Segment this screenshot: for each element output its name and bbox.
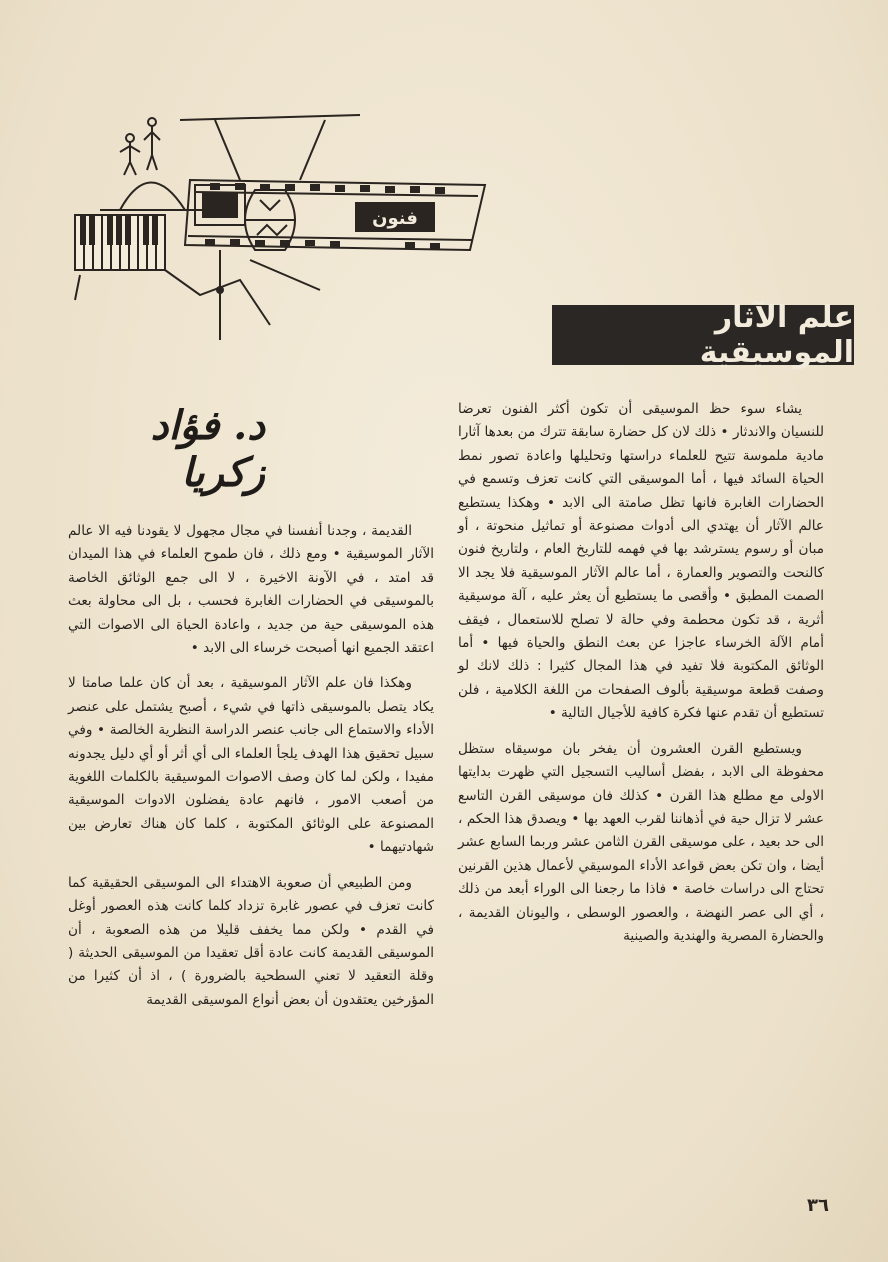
paragraph: يشاء سوء حظ الموسيقى أن تكون أكثر الفنون تعرضا للنسيان والاندثار • ذلك لان كل حضارة سابقة تترك من بعدها آثارا مادية ملموسة تتيح للعلماء دراستها وتحليلها واعادة تصور نمط الحياة السائد فيها ، أما الموسيقى التي كانت تعزف وتسمع في الحضارات الغابرة فانها تظل صامتة الى الابد • وهكذا يستطيع عالم الآثار أن يهتدي الى أدوات مصنوعة أو تماثيل منحوتة ، أو مبان أو رسوم يسترشد بها في فهمه للتاريخ العام ، ولتاريخ فنون كالنحت والتصوير والعمارة ، أما عالم الآثار الموسيقية فلا يجد الا الصمت المطبق • وأقصى ما يستطيع أن يعثر عليه ، آلة موسيقية أثرية ، قد تكون محطمة وفي حالة لا تصلح للاستعمال ، فيقف أمام الآلة الخرساء عاجزا عن بعث النطق والحياة فيها • أما الوثائق المكتوبة فلا تفيد في هذا المجال كثيرا : ذلك لانك لو وصفت قطعة موسيقية بألوف الصفحات من اللغة الكلامية ، فلن تستطيع أن تقدم عنها فكرة كافية للأجيال التالية •	[458, 401, 824, 722]
author-name: د. فؤاد زكريا	[150, 402, 265, 496]
music-arts-illustration	[60, 100, 495, 340]
paragraph: القديمة ، وجدنا أنفسنا في مجال مجهول لا يقودنا فيه الا عالم الآثار الموسيقية • ومع ذلك ، فان طموح العلماء في هذا الميدان قد امتد ، في الآونة الاخيرة ، لا الى جمع الوثائق الخاصة بالموسيقى في الحضارات الغابرة فحسب ، بل الى محاولة بعث هذه الموسيقى حية من جديد ، واعادة الحياة الى الاصوات التي اعتقد الجميع انها أصبحت خرساء الى الابد •	[68, 523, 434, 657]
paragraph: ومن الطبيعي أن صعوبة الاهتداء الى الموسيقى الحقيقية كما كانت تعزف في عصور غابرة تزداد كلما كانت هذه العصور أوغل في القدم • ولكن مما يخفف قليلا من هذه الصعوبة ، أن الموسيقى القديمة كانت عادة أقل تعقيدا من الموسيقى الحديثة ( وقلة التعقيد لا تعني السطحية بالضرورة ) ، اذ أن كثيرا من المؤرخين يعتقدون أن بعض أنواع الموسيقى القديمة	[68, 874, 434, 1008]
paragraph: وهكذا فان علم الآثار الموسيقية ، بعد أن كان علما صامتا لا يكاد يتصل بالموسيقى ذاتها في شيء ، أصبح يشتمل على عنصر الأداء والاستماع الى جانب عنصر الدراسة النظرية الخالصة • وفي سبيل تحقيق هذا الهدف يلجأ العلماء الى أي أثر أو أي دليل يجدونه مفيدا ، ولكن لما كان وصف الاصوات الموسيقية بالكلمات اللغوية من أصعب الامور ، فانهم عادة يفضلون الادوات الموسيقية المصنوعة على الوثائق المكتوبة ، كلما كان هناك تعارض بين شهادتيهما •	[68, 675, 434, 856]
text-column-right	[458, 398, 824, 960]
paragraph: ويستطيع القرن العشرون أن يفخر بان موسيقاه ستظل محفوظة الى الابد ، بفضل أساليب التسجيل التي ظهرت بدايتها الاولى مع مطلع هذا القرن • كذلك فان موسيقى القرن التاسع عشر لا تزال حية في أذهاننا لقرب العهد بها • ويصدق هذا الحكم ، الى حد بعيد ، على موسيقى القرن الثامن عشر وربما السابع عشر أيضا ، وان تكن بعض قواعد الأداء الموسيقي لأعمال هذين القرنين تحتاج الى دراسات خاصة • فاذا ما رجعنا الى الوراء أبعد من ذلك ، أي الى عصر النهضة ، والعصور الوسطى ، واليونان القديمة ، والحضارة المصرية والهندية والصينية	[458, 740, 824, 944]
article-title: علم الآثار الموسيقية	[552, 305, 854, 365]
text-column-left	[68, 520, 434, 1024]
page-number: ٣٦	[807, 1195, 829, 1216]
logo-text: فنون	[372, 208, 418, 229]
